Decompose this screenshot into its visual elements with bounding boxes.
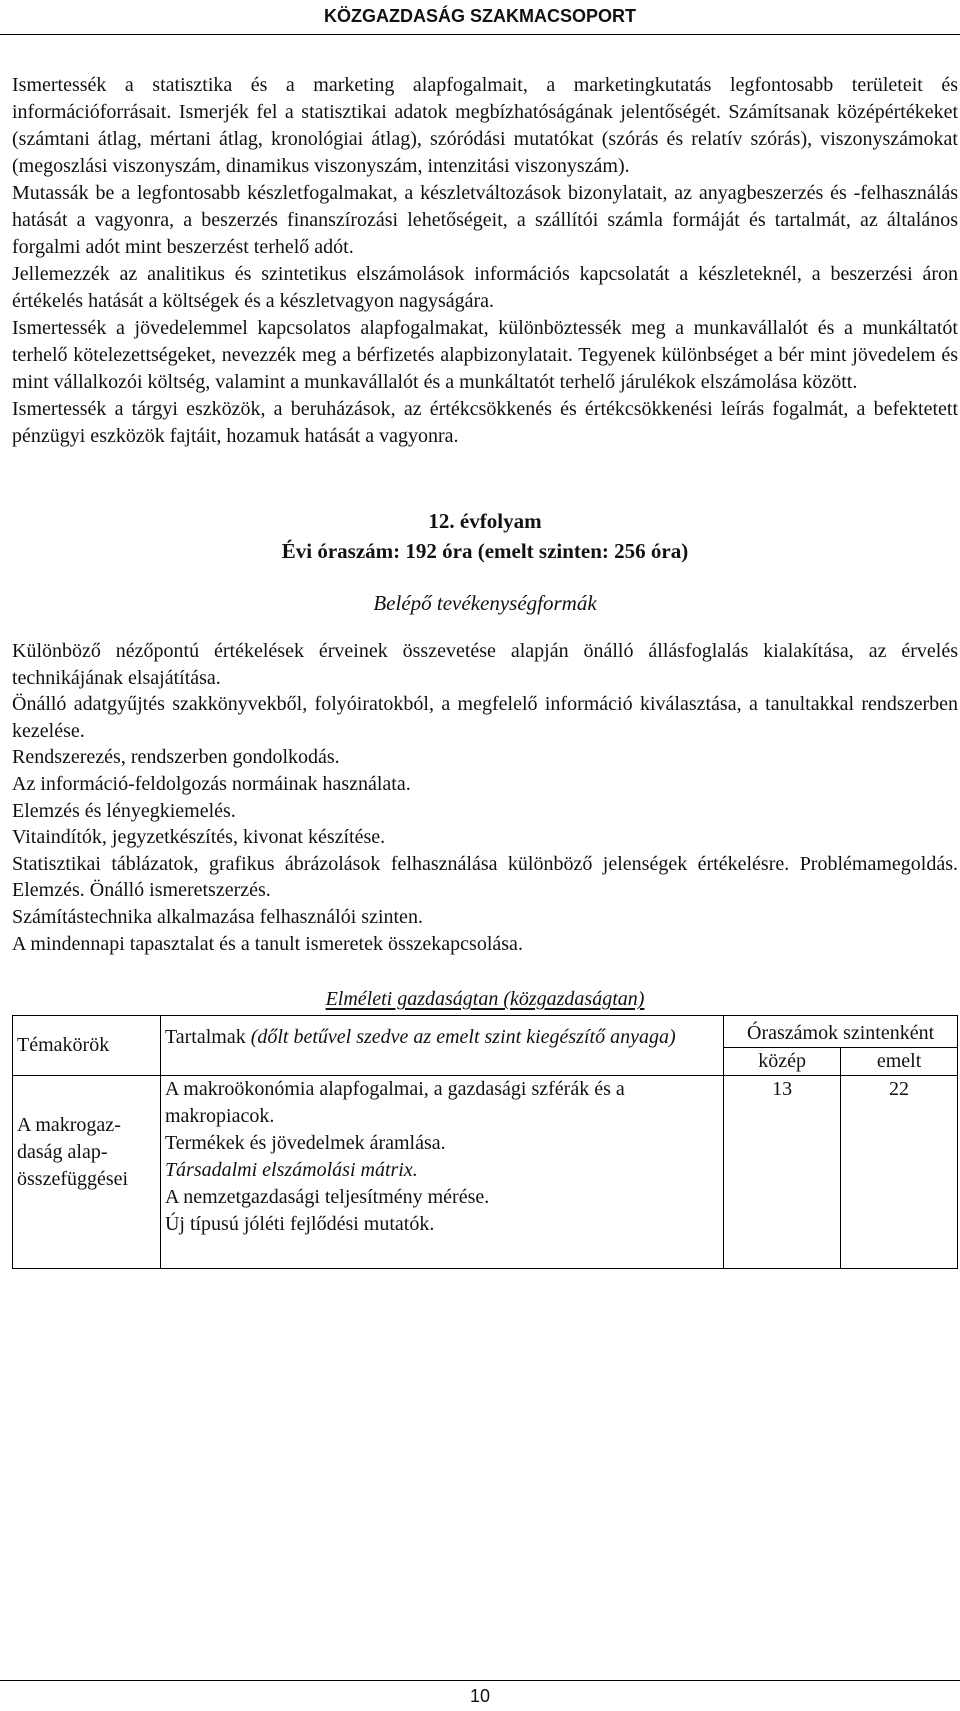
content-line-italic: Társadalmi elszámolási mátrix.: [164, 1159, 418, 1182]
activity-item: Önálló adatgyűjtés szakkönyvekből, folyóiratokból, a megfelelő információ kiválasztása, a tanultakkal rendszerben kezelése.: [12, 693, 958, 742]
table-row: [13, 1076, 958, 1269]
intro-paragraph: Mutassák be a legfontosabb készletfogalmakat, a készletváltozások bizonylatait, az anyagbeszerzés és -felhasználás hatását a vagyonra, a beszerzés finanszírozási lehetőségeit, a szállítói számla formáját és tartalmát, az általános forgalmi adót mint beszerzést terhelő adót.: [12, 182, 958, 258]
header-content-note: (dőlt betűvel szedve az emelt szint kiegészítő anyaga): [250, 1026, 676, 1049]
header-mid: közép: [724, 1048, 841, 1076]
intro-paragraph: Jellemezzék az analitikus és szintetikus elszámolások információs kapcsolatát a készleteknél, a beszerzési áron értékelés hatását a költségek és a készletvagyon nagyságára.: [12, 263, 958, 312]
content-line: A makroökonómia alapfogalmai, a gazdasági szférák és a makropiacok.: [164, 1078, 625, 1128]
content-cell: [160, 1076, 723, 1269]
grade-hours: Évi óraszám: 192 óra (emelt szinten: 256 óra): [281, 539, 689, 563]
header-adv: emelt: [841, 1048, 958, 1076]
page-header: [0, 0, 960, 35]
hours-mid-cell: 13: [724, 1076, 841, 1269]
intro-paragraph: Ismertessék a jövedelemmel kapcsolatos alapfogalmakat, különböztessék meg a munkavállalót és a munkáltatót terhelő kötelezettségeket, nevezzék meg a bérfizetés alapbizonylatait. Tegyenek különbséget a bér mint jövedelem és mint vállalkozói költség, valamint a munkavállalót és a munkáltatót terhelő járulékok elszámolása között.: [12, 317, 958, 393]
header-topics: Témakörök: [13, 1016, 161, 1076]
page-content: [12, 72, 958, 1269]
intro-paragraph: Ismertessék a statisztika és a marketing alapfogalmait, a marketingkutatás legfontosabb területeit és információforrásait. Ismerjék fel a statisztikai adatok megbízhatóságának jelentőségét. Számítsanak középértékeket (számtani átlag, mértani átlag, kronológiai átlag), szóródási mutatókat (szórás és relatív szórás), viszonyszámokat (megoszlási viszonyszám, dinamikus viszonyszám, intenzitási viszonyszám).: [12, 74, 958, 177]
activity-item: Különböző nézőpontú értékelések érveinek összevetése alapján önálló állásfoglalás kialakítása, az érvelés technikájának elsajátítása.: [12, 640, 958, 689]
activity-item: Statisztikai táblázatok, grafikus ábrázolások felhasználása különböző jelenségek értékelésre. Problémamegoldás. Elemzés. Önálló ismeretszerzés.: [12, 852, 958, 902]
header-hours: Óraszámok szintenként: [724, 1016, 958, 1048]
header-content: [160, 1016, 723, 1076]
content-line: A nemzetgazdasági teljesítmény mérése.: [164, 1186, 490, 1209]
intro-paragraph: Ismertessék a tárgyi eszközök, a beruházások, az értékcsökkenés és értékcsökkenési leírás fogalmát, a befektetett pénzügyi eszközök fajtáit, hozamuk hatását a vagyonra.: [12, 398, 958, 447]
page-number: 10: [469, 1686, 491, 1706]
topic-cell: A makrogaz-daság alap-összefüggései: [13, 1076, 161, 1269]
content-line: Termékek és jövedelmek áramlása.: [164, 1132, 446, 1155]
activities-title: Belépő tevékenységformák: [373, 591, 597, 615]
curriculum-table: [12, 1015, 958, 1269]
activity-item: A mindennapi tapasztalat és a tanult ismeretek összekapcsolása.: [12, 932, 523, 955]
activity-item: Számítástechnika alkalmazása felhasználói szinten.: [12, 905, 423, 928]
header-content-label: Tartalmak: [164, 1026, 246, 1049]
activity-item: Elemzés és lényegkiemelés.: [12, 799, 236, 822]
activity-item: Vitaindítók, jegyzetkészítés, kivonat készítése.: [12, 826, 386, 849]
activity-item: Rendszerezés, rendszerben gondolkodás.: [12, 746, 340, 769]
activity-item: Az információ-feldolgozás normáinak használata.: [12, 772, 411, 795]
footer-rule: [0, 1680, 960, 1681]
grade-title: 12. évfolyam: [428, 509, 542, 533]
hours-adv-cell: 22: [841, 1076, 958, 1269]
content-line: Új típusú jóléti fejlődési mutatók.: [164, 1213, 435, 1236]
header-title: KÖZGAZDASÁG SZAKMACSOPORT: [324, 6, 636, 26]
table-header-row: [13, 1016, 958, 1048]
table-caption: Elméleti gazdaságtan (közgazdaságtan): [325, 988, 645, 1011]
